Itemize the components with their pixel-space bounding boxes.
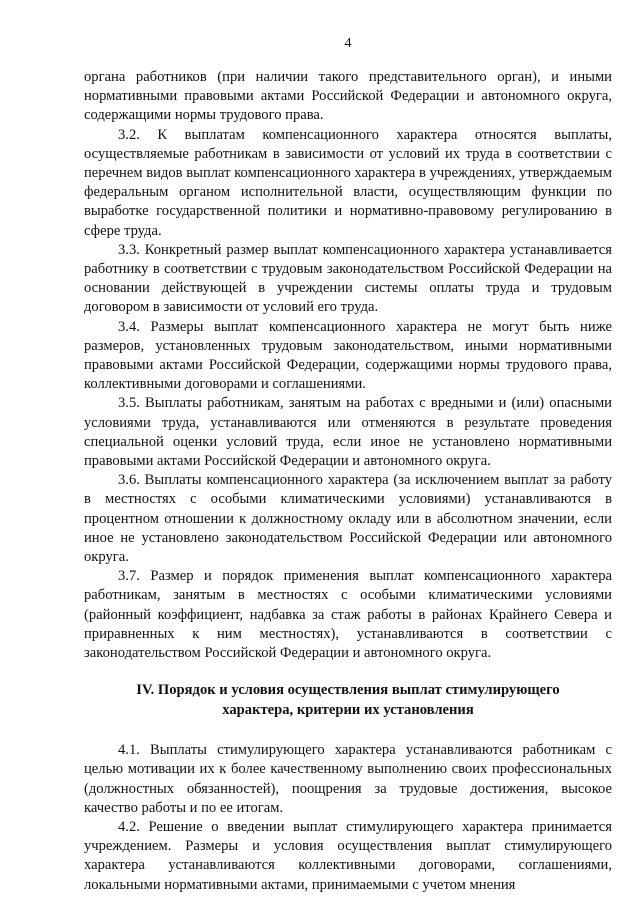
paragraph-3-2: 3.2. К выплатам компенсационного характера относятся выплаты, осуществляемые работникам в зависимости от условий их труда в соответствии с перечнем видов выплат компенсационного характера в учреждениях, утверждаемым федеральным органом исполнительной власти, осуществляющим функции по выработке государственной политики и нормативно-правовому регулированию в сфере труда. — [84, 126, 612, 239]
page-number: 4 — [344, 36, 352, 51]
paragraph-3-3: 3.3. Конкретный размер выплат компенсационного характера устанавливается работнику в соответствии с трудовым законодательством Российской Федерации на основании действующей в учреждении системы оплаты труда и трудовым договором в зависимости от условий его труда. — [84, 241, 612, 316]
paragraph-3-5: 3.5. Выплаты работникам, занятым на работах с вредными и (или) опасными условиями труда, устанавливаются или отменяются в результате проведения специальной оценки условий труда, если иное не установлено нормативными правовыми актами Российской Федерации и автономного округа. — [84, 395, 612, 470]
document-page — [84, 36, 612, 895]
paragraph-4-1: 4.1. Выплаты стимулирующего характера устанавливаются работникам с целью мотивации их к более качественному выполнению своих профессиональных (должностных обязанностей), поощрения за трудовые достижения, высокое качество работы и по ее итогам. — [84, 742, 612, 816]
paragraph-continuation: органа работников (при наличии такого представительного орган), и иными нормативными правовыми актами Российской Федерации и автономного округа, содержащими нормы трудового права. — [84, 69, 612, 124]
section-heading — [84, 681, 612, 720]
section-heading-line-1: IV. Порядок и условия осуществления выплат стимулирующего — [136, 682, 560, 699]
paragraph-3-7: 3.7. Размер и порядок применения выплат компенсационного характера работникам, занятым в местностях с особыми климатическими условиями (районный коэффициент, надбавка за стаж работы в районах Крайнего Севера и приравненных к ним местностях), устанавливаются в соответствии с законодательством Российской Федерации и автономного округа. — [84, 568, 612, 662]
paragraph-4-2: 4.2. Решение о введении выплат стимулирующего характера принимается учреждением. Размеры и условия осуществления выплат стимулирующего характера устанавливаются коллективными договорами, соглашениями, локальными нормативными актами, принимаемыми с учетом мнения — [84, 818, 612, 893]
section-heading-line-2: характера, критерии их установления — [222, 701, 474, 718]
paragraph-3-4: 3.4. Размеры выплат компенсационного характера не могут быть ниже размеров, установленных трудовым законодательством, иными нормативными правовыми актами Российской Федерации, содержащими нормы трудового права, коллективными договорами и соглашениями. — [84, 318, 612, 393]
paragraph-3-6: 3.6. Выплаты компенсационного характера (за исключением выплат за работу в местностях с особыми климатическими условиями) устанавливаются в процентном отношении к должностному окладу или в абсолютном значении, если иное не установлено законодательством Российской Федерации или автономного округа. — [84, 472, 612, 566]
